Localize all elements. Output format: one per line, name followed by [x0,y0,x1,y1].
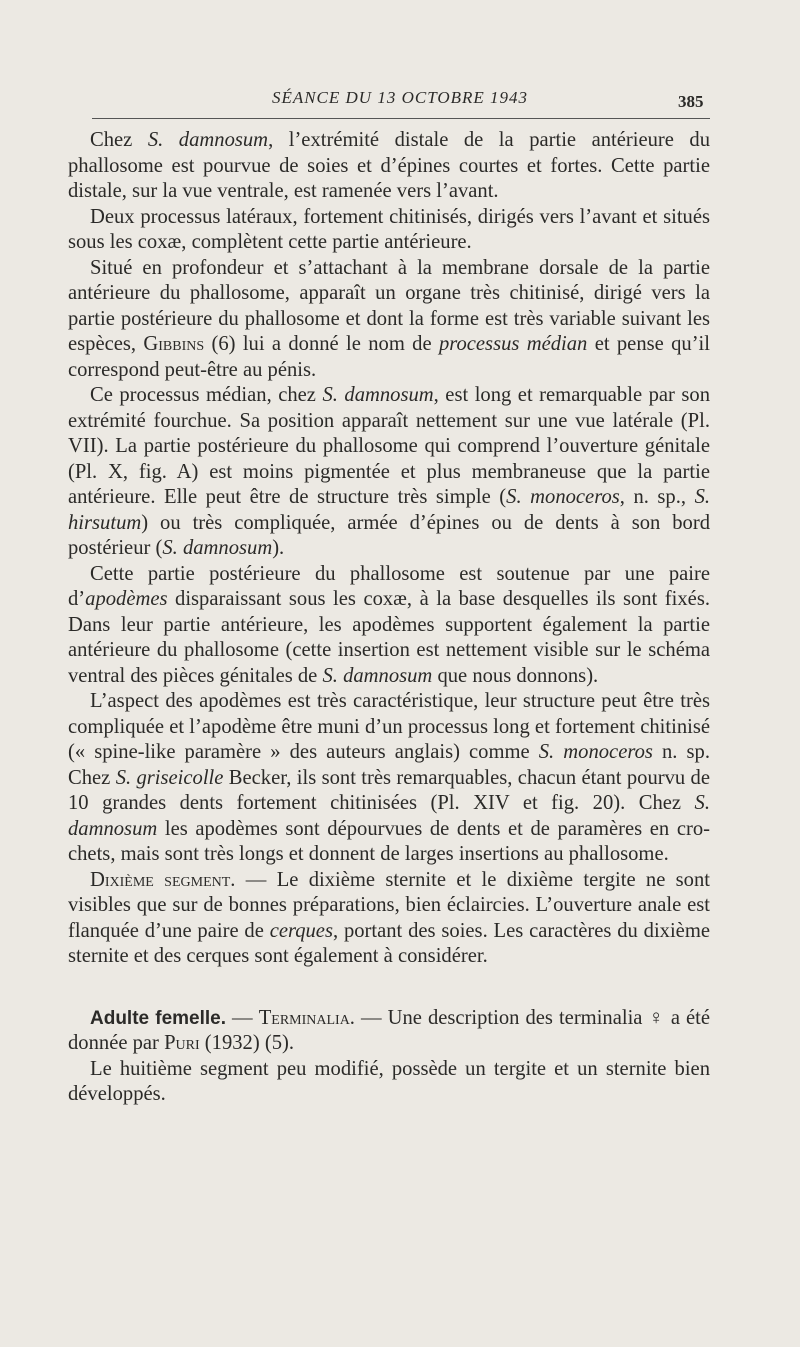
text-run: Le huitième segment peu modifié, possède un tergite et un sternite bien développés. [68,1057,710,1105]
text-run: n. sp. Chez [68,741,711,789]
page-number: 385 [678,92,704,111]
small-caps-term: Dixième segment. [90,868,236,891]
text-run: ) ou très compliquée, armée d’épines ou de dents à son bord postérieur ( [68,511,710,559]
body-text [68,128,710,1108]
text-run: disparaissant sous les coxæ, à la base desquelles ils sont fixés. Dans leur partie antérieure, les apodèmes supportent également la partie antérieure du phallosome (cette insertion est nettement visible sur le schéma ventral des pièces génitales de [68,588,710,687]
paragraph [68,1057,710,1108]
italic-term: cerques [269,919,333,942]
paragraph [68,689,710,868]
text-run: que nous donnons). [432,664,599,687]
text-run: , n. sp., [619,486,695,508]
paragraph [68,128,710,205]
text-run: Situé en profondeur et s’attachant à la membrane dorsale de la partie antérieure du phallosome, apparaît un organe très chitinisé, dirigé vers la partie postérieure du phallosome et dont la forme est très variable suivant les espèces, [68,256,710,355]
text-run: Deux processus latéraux, fortement chitinisés, dirigés vers l’avant et situés sous les coxæ, complètent cette partie antérieure. [68,205,710,253]
small-caps-term: Puri [164,1032,200,1054]
text-run: , portant des soies. Les caractères du dixième sternite et des cerques sont également à considérer. [68,919,710,967]
text-run: ). [272,537,285,559]
paragraph [68,383,710,562]
text-run: — Le dixième sternite et le dixième tergite ne sont visibles que sur de bonnes préparations, bien éclaircies. L’ouverture anale est flanquée d’une paire de [68,868,710,942]
text-run: (1932) (5). [199,1032,295,1054]
paragraph [68,1006,710,1057]
text-run: L’aspect des apodèmes est très caractéristique, leur structure peut être très compliquée et l’apodème être muni d’un processus long et fortement chitinisé (« spine-like paramère » des auteurs anglais) comme [68,690,710,763]
small-caps-term: Terminalia. [258,1006,355,1029]
italic-term: S. griseicolle [115,766,224,789]
italic-term: S. monoceros [506,486,620,508]
italic-term: S. damnosum [162,537,273,559]
small-caps-term: Gibbins [143,333,205,355]
text-run: et pense qu’il correspond peut-être au pénis. [68,333,710,381]
text-run: — [226,1006,259,1029]
italic-term: S. damnosum [322,384,434,406]
running-title: SÉANCE DU 13 OCTOBRE 1943 [271,88,529,107]
paragraph [68,205,710,256]
text-run: Chez [90,129,148,151]
text-run: Ce processus médian, chez [90,384,323,406]
italic-term: S. damnosum [322,664,433,687]
italic-term: processus médian [438,333,588,355]
section-heading: Adulte femelle. [90,1007,227,1029]
italic-term: apodèmes [85,588,168,610]
italic-term: S. damnosum [147,129,269,151]
text-run: (6) lui a donné le nom de [204,333,439,355]
italic-term: S. hirsutum [68,486,711,534]
header-rule [92,118,710,119]
paragraph [68,562,710,690]
paragraph [68,868,710,970]
text-run: les apodèmes sont dépourvues de dents et de paramères en crochets, mais sont très longs et donnent de larges insertions au phallosome. [68,817,710,865]
text-run: , l’extrémité distale de la partie antérieure du phallosome est pourvue de soies et d’épines courtes et fortes. Cette partie distale, sur la vue ventrale, est ramenée vers l’avant. [68,129,711,202]
text-run: Becker, ils sont très remarquables, chacun étant pourvu de 10 grandes dents fortement chitinisées (Pl. XIV et fig. 20). Chez [68,766,710,814]
italic-term: S. monoceros [538,741,653,763]
text-run: Cette partie postérieure du phallosome est soutenue par une paire d’ [68,562,710,610]
paragraph [68,256,710,384]
text-run: , est long et remarquable par son extrémité fourchue. Sa position apparaît nettement sur une vue latérale (Pl. VII). La partie postérieure du phallosome qui comprend l’ouverture génitale (Pl. X, fig. A) est moins pigmentée et plus membraneuse que la partie antérieure. Elle peut être de structure très simple ( [68,384,710,508]
text-run: — Une description des terminalia ♀ a été donnée par [68,1006,710,1054]
italic-term: S. damnosum [68,792,710,840]
